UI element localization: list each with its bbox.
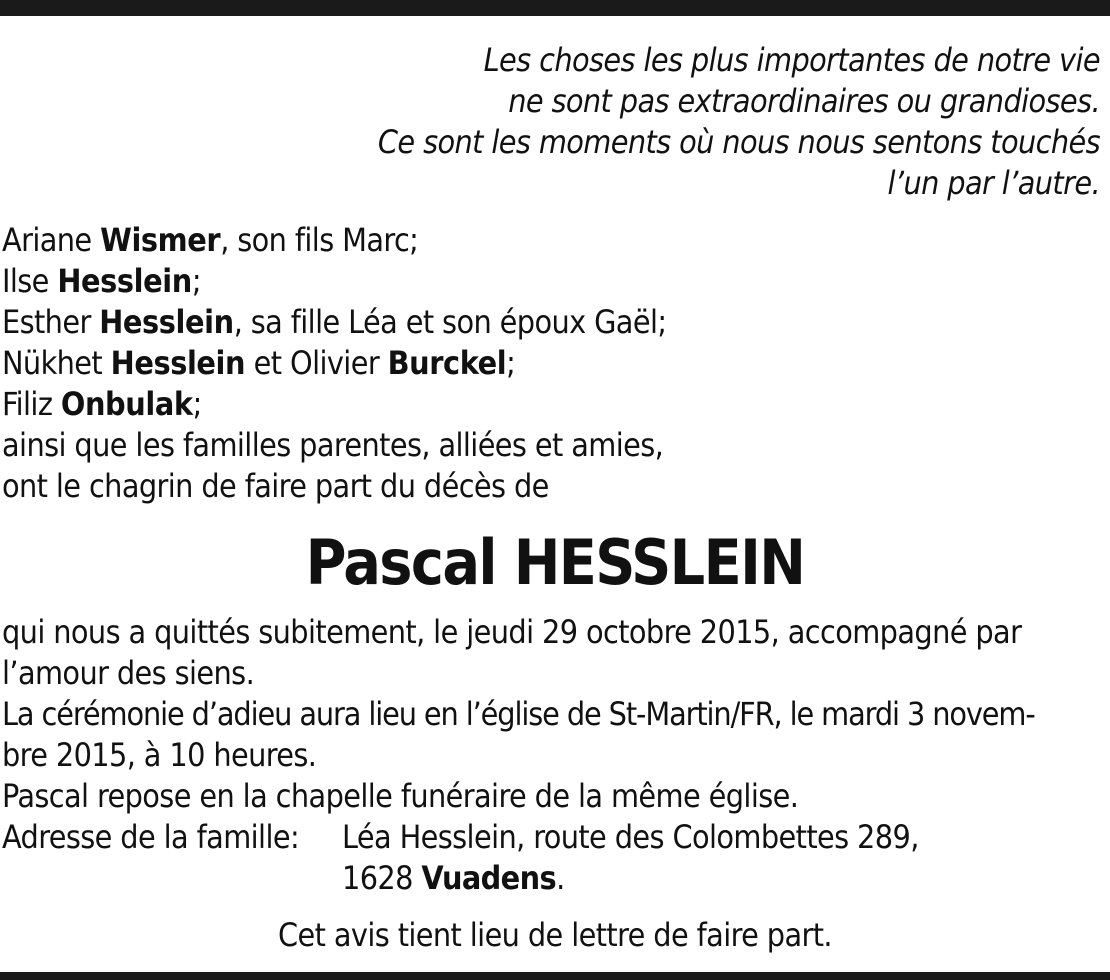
bottom-border-rule	[0, 972, 1110, 980]
first-name: Nükhet	[2, 344, 111, 382]
relation-text: et Olivier	[245, 344, 388, 382]
address-line-2	[2, 858, 919, 899]
epigraph-quote	[200, 40, 1100, 204]
family-address	[2, 817, 919, 899]
surname: Burckel	[387, 344, 507, 382]
surname: Hesslein	[57, 262, 192, 300]
death-details	[2, 612, 1035, 817]
detail-line: La cérémonie d’adieu aura lieu en l’église de St-Martin/FR, le mardi 3 novem-	[2, 695, 1035, 733]
relation-text: ;	[506, 344, 516, 382]
address-period: .	[556, 859, 565, 897]
relation-text: , son fils Marc;	[220, 221, 419, 259]
deceased-name: Pascal HESSLEIN	[305, 526, 805, 599]
family-extended-line: ainsi que les familles parentes, alliées et amies,	[2, 426, 664, 464]
address-street: Léa Hesslein, route des Colombettes 289,	[342, 818, 919, 856]
address-label: Adresse de la famille:	[2, 818, 300, 856]
family-line-wismer	[2, 220, 666, 261]
surname: Hesslein	[110, 344, 246, 382]
detail-line: bre 2015, à 10 heures.	[2, 736, 317, 774]
announcement-line: ont le chagrin de faire part du décès de	[2, 467, 549, 505]
first-name: Filiz	[2, 385, 61, 423]
quote-line: Les choses les plus importantes de notre vie	[483, 41, 1100, 79]
address-line-1	[2, 817, 919, 858]
first-name: Esther	[2, 303, 100, 341]
surname: Wismer	[100, 221, 221, 259]
quote-line: ne sont pas extraordinaires ou grandioses.	[508, 82, 1100, 120]
relation-text: ;	[191, 262, 201, 300]
family-line-esther	[2, 302, 666, 343]
detail-line: l’amour des siens.	[2, 654, 255, 692]
quote-line: Ce sont les moments où nous nous sentons touchés	[377, 123, 1100, 161]
address-city: Vuadens	[421, 859, 557, 897]
family-line-nukhet	[2, 343, 666, 384]
relation-text: , sa fille Léa et son époux Gaël;	[233, 303, 667, 341]
family-line-ilse	[2, 261, 666, 302]
detail-line: qui nous a quittés subitement, le jeudi 29 octobre 2015, accompagné par	[2, 613, 1022, 651]
quote-line: l’un par l’autre.	[887, 164, 1100, 202]
surname: Hesslein	[99, 303, 234, 341]
detail-line: Pascal repose en la chapelle funéraire de la même église.	[2, 777, 799, 815]
address-postcode: 1628	[342, 859, 422, 897]
first-name: Ilse	[2, 262, 58, 300]
relation-text: ;	[192, 385, 202, 423]
family-announcers	[2, 220, 666, 507]
family-line-filiz	[2, 384, 666, 425]
footer-note: Cet avis tient lieu de lettre de faire part.	[278, 916, 832, 954]
surname: Onbulak	[60, 385, 193, 423]
top-border-rule	[0, 0, 1110, 16]
first-name: Ariane	[2, 221, 101, 259]
